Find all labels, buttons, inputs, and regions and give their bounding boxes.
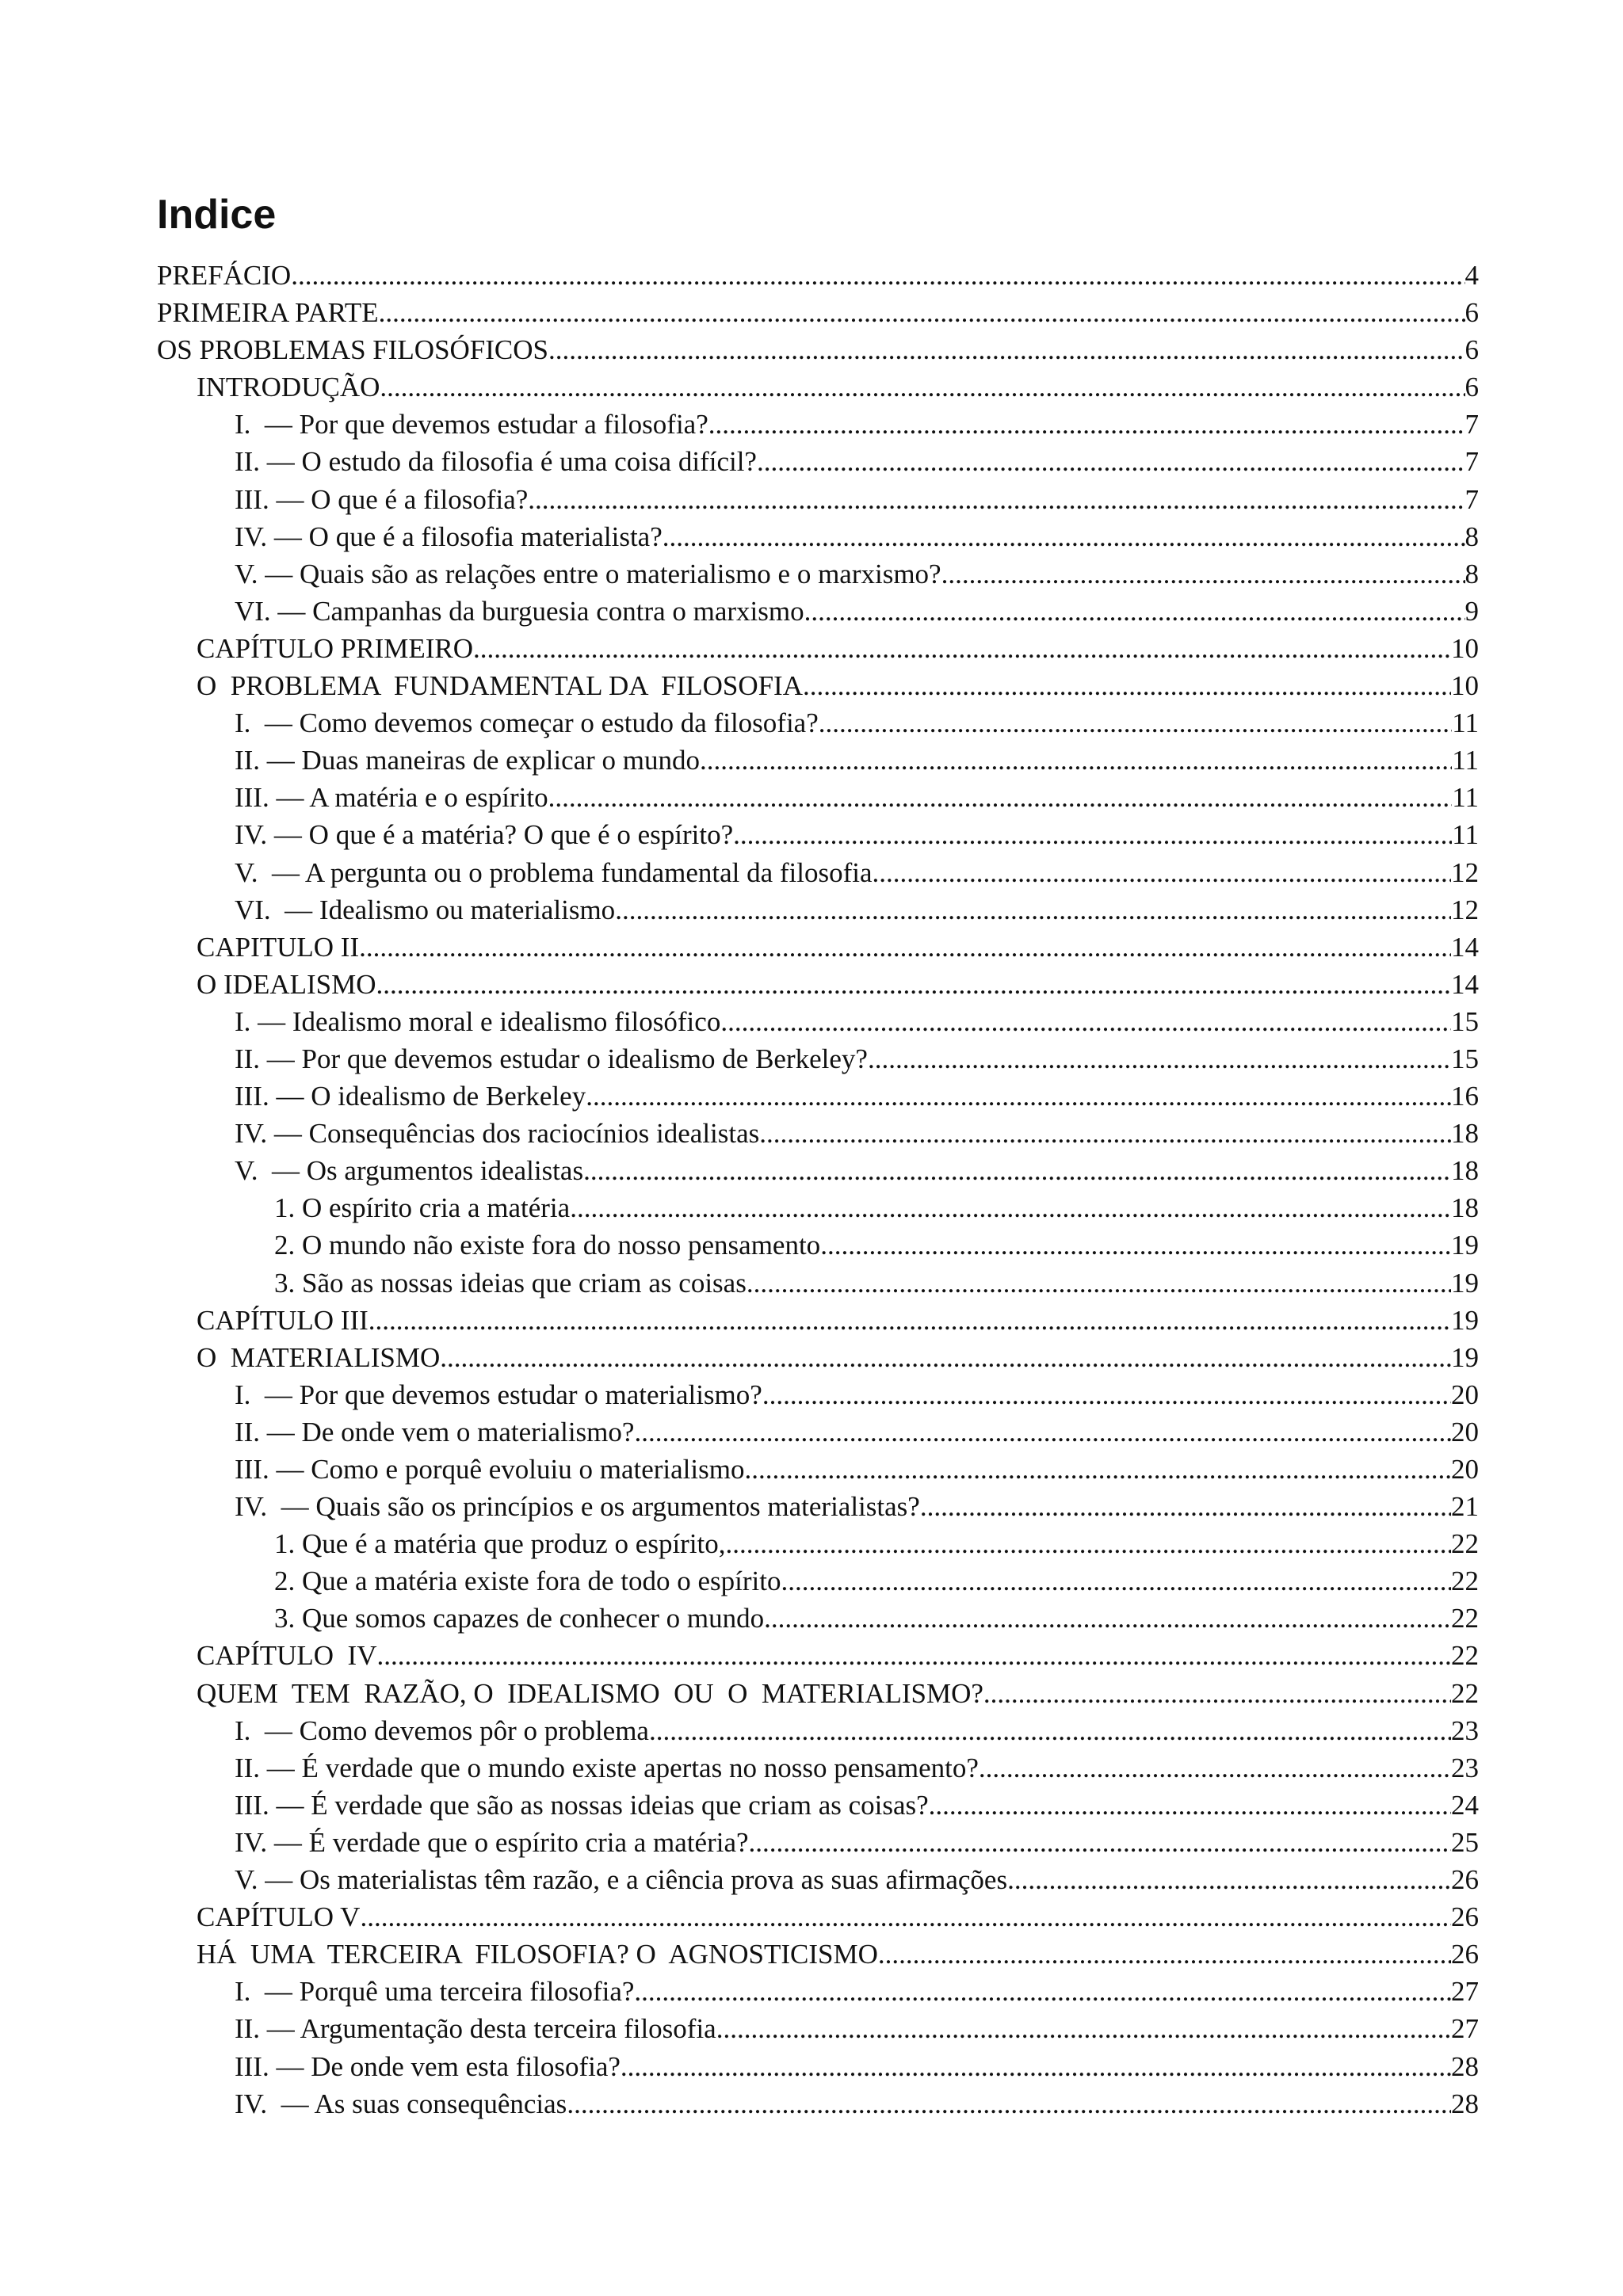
toc-entry[interactable]: [157, 1413, 1479, 1451]
toc-entry-title: CAPÍTULO IV: [197, 1640, 377, 1672]
toc-entry-title: 1. O espírito cria a matéria: [274, 1192, 571, 1224]
toc-entry-title: O IDEALISMO: [197, 968, 376, 1000]
toc-dot-leader: [376, 966, 1451, 1003]
toc-entry[interactable]: [157, 555, 1479, 593]
toc-dot-leader: [720, 1003, 1451, 1040]
toc-dot-leader: [548, 331, 1465, 368]
toc-dot-leader: [762, 1376, 1451, 1413]
toc-page-number: 22: [1451, 1603, 1479, 1634]
toc-entry-title: IV. — Quais são os princípios e os argumentos materialistas?: [235, 1491, 920, 1523]
toc-entry-title: III. — De onde vem esta filosofia?: [235, 2050, 621, 2082]
toc-page-number: 7: [1465, 409, 1479, 441]
toc-dot-leader: [291, 257, 1465, 294]
toc-dot-leader: [528, 481, 1465, 518]
toc-dot-leader: [929, 1787, 1451, 1824]
toc-dot-leader: [920, 1488, 1451, 1525]
toc-entry[interactable]: [157, 481, 1479, 518]
toc-dot-leader: [983, 1675, 1451, 1712]
toc-dot-leader: [700, 742, 1452, 779]
toc-dot-leader: [873, 854, 1451, 891]
toc-entry[interactable]: [157, 2085, 1479, 2122]
toc-dot-leader: [473, 630, 1451, 667]
toc-dot-leader: [708, 406, 1465, 443]
toc-entry-title: 1. Que é a matéria que produz o espírito,: [274, 1528, 726, 1560]
toc-page-number: 15: [1451, 1043, 1479, 1074]
toc-entry[interactable]: [157, 1226, 1479, 1264]
toc-entry-title: 2. O mundo não existe fora do nosso pensamento: [274, 1230, 821, 1261]
toc-dot-leader: [586, 1077, 1451, 1115]
toc-entry[interactable]: [157, 406, 1479, 443]
toc-dot-leader: [757, 443, 1465, 480]
toc-page-number: 8: [1465, 558, 1479, 589]
toc-dot-leader: [440, 1339, 1451, 1376]
toc-entry-title: 2. Que a matéria existe fora de todo o espírito: [274, 1566, 781, 1597]
toc-dot-leader: [663, 518, 1465, 555]
toc-entry-title: IV. — As suas consequências: [235, 2088, 567, 2119]
toc-entry-title: III. — O que é a filosofia?: [235, 483, 529, 515]
toc-entry-title: II. — É verdade que o mundo existe apertas no nosso pensamento?: [235, 1752, 979, 1783]
toc-entry-title: II. — Duas maneiras de explicar o mundo: [235, 745, 701, 776]
toc-entry[interactable]: [157, 294, 1479, 331]
toc-page-number: 18: [1451, 1192, 1479, 1224]
toc-entry[interactable]: [157, 1637, 1479, 1674]
toc-dot-leader: [583, 1152, 1451, 1189]
toc-entry-title: PREFÁCIO: [157, 260, 292, 291]
toc-entry-title: II. — De onde vem o materialismo?: [235, 1416, 635, 1447]
toc-dot-leader: [747, 1264, 1451, 1302]
toc-entry-title: QUEM TEM RAZÃO, O IDEALISMO OU O MATERIALISMO?: [197, 1677, 983, 1709]
toc-page-number: 11: [1452, 745, 1479, 776]
toc-dot-leader: [941, 555, 1465, 593]
toc-page-number: 22: [1451, 1677, 1479, 1709]
toc-page-number: 6: [1465, 297, 1479, 329]
toc-dot-leader: [744, 1451, 1451, 1488]
toc-entry-title: I. — Por que devemos estudar o materialismo?: [235, 1379, 762, 1410]
toc-page-number: 27: [1451, 2013, 1479, 2045]
toc-page-number: 18: [1451, 1118, 1479, 1150]
toc-entry-title: CAPITULO II: [197, 931, 360, 963]
toc-page-number: 19: [1451, 1341, 1479, 1373]
toc-entry[interactable]: [157, 1488, 1479, 1525]
toc-page-number: 22: [1451, 1640, 1479, 1672]
toc-dot-leader: [379, 294, 1465, 331]
toc-entry-title: HÁ UMA TERCEIRA FILOSOFIA? O AGNOSTICISMO: [197, 1939, 878, 1970]
toc-page-number: 14: [1451, 931, 1479, 963]
toc-entry[interactable]: [157, 518, 1479, 555]
toc-entry[interactable]: [157, 1189, 1479, 1226]
toc-entry-title: III. — A matéria e o espírito: [235, 782, 548, 814]
toc-dot-leader: [634, 1413, 1451, 1451]
toc-entry[interactable]: [157, 2010, 1479, 2047]
toc-entry[interactable]: [157, 929, 1479, 966]
toc-entry-title: IV. — Consequências dos raciocínios idealistas: [235, 1118, 760, 1150]
toc-entry[interactable]: [157, 257, 1479, 294]
toc-entry[interactable]: [157, 1936, 1479, 1973]
document-page: [157, 187, 1479, 2122]
toc-dot-leader: [369, 1302, 1451, 1339]
toc-dot-leader: [621, 2048, 1451, 2085]
toc-dot-leader: [764, 1600, 1451, 1637]
toc-page-number: 7: [1465, 446, 1479, 478]
toc-page-number: 25: [1451, 1826, 1479, 1858]
toc-page-number: 10: [1451, 632, 1479, 664]
toc-entry-title: III. — O idealismo de Berkeley: [235, 1081, 586, 1112]
toc-entry-title: VI. — Idealismo ou materialismo: [235, 894, 616, 925]
toc-entry[interactable]: [157, 1562, 1479, 1600]
page-title: Indice: [157, 192, 277, 238]
toc-entry-title: CAPÍTULO PRIMEIRO: [197, 632, 474, 664]
toc-entry-title: V. — A pergunta ou o problema fundamental da filosofia: [235, 856, 873, 888]
toc-entry[interactable]: [157, 1525, 1479, 1562]
toc-page-number: 23: [1451, 1752, 1479, 1783]
toc-dot-leader: [759, 1115, 1451, 1152]
toc-entry[interactable]: [157, 443, 1479, 480]
toc-entry[interactable]: [157, 1749, 1479, 1787]
toc-entry-title: I. — Como devemos começar o estudo da filosofia?: [235, 707, 819, 739]
toc-page-number: 22: [1451, 1566, 1479, 1597]
toc-entry[interactable]: [157, 1451, 1479, 1488]
toc-entry-title: OS PROBLEMAS FILOSÓFICOS: [157, 334, 549, 366]
toc-page-number: 19: [1451, 1230, 1479, 1261]
toc-entry[interactable]: [157, 2048, 1479, 2085]
toc-page-number: 11: [1452, 819, 1479, 851]
toc-entry-title: 3. Que somos capazes de conhecer o mundo: [274, 1603, 765, 1634]
toc-dot-leader: [376, 1637, 1451, 1674]
toc-page-number: 11: [1452, 707, 1479, 739]
toc-entry-title: CAPÍTULO III: [197, 1304, 369, 1336]
toc-dot-leader: [548, 779, 1453, 816]
toc-entry-title: I. — Porquê uma terceira filosofia?: [235, 1976, 635, 2008]
toc-page-number: 4: [1465, 260, 1479, 291]
toc-entry[interactable]: [157, 1376, 1479, 1413]
table-of-contents: [157, 257, 1479, 2122]
toc-entry[interactable]: [157, 704, 1479, 742]
toc-dot-leader: [615, 891, 1451, 929]
toc-page-number: 27: [1451, 1976, 1479, 2008]
toc-entry-title: IV. — O que é a filosofia materialista?: [235, 521, 663, 552]
toc-dot-leader: [380, 368, 1465, 406]
toc-dot-leader: [567, 2085, 1451, 2122]
toc-dot-leader: [570, 1189, 1451, 1226]
toc-entry[interactable]: [157, 1003, 1479, 1040]
toc-entry-title: I. — Como devemos pôr o problema: [235, 1714, 649, 1746]
toc-dot-leader: [749, 1824, 1451, 1861]
toc-entry-title: V. — Os argumentos idealistas: [235, 1155, 584, 1187]
toc-entry-title: II. — Argumentação desta terceira filosofia: [235, 2013, 716, 2045]
toc-dot-leader: [716, 2010, 1451, 2047]
toc-entry-title: I. — Idealismo moral e idealismo filosófico: [235, 1005, 721, 1037]
toc-entry[interactable]: [157, 331, 1479, 368]
toc-entry-title: CAPÍTULO V: [197, 1901, 361, 1933]
toc-page-number: 26: [1451, 1901, 1479, 1933]
toc-entry-title: VI. — Campanhas da burguesia contra o marxismo: [235, 595, 804, 627]
toc-page-number: 11: [1452, 782, 1479, 814]
toc-dot-leader: [1007, 1861, 1451, 1898]
toc-page-number: 6: [1465, 372, 1479, 403]
toc-page-number: 7: [1465, 483, 1479, 515]
toc-entry[interactable]: [157, 1824, 1479, 1861]
toc-page-number: 20: [1451, 1416, 1479, 1447]
toc-entry[interactable]: [157, 630, 1479, 667]
toc-entry[interactable]: [157, 1973, 1479, 2010]
toc-dot-leader: [820, 1226, 1451, 1264]
toc-dot-leader: [781, 1562, 1451, 1600]
toc-dot-leader: [733, 816, 1452, 853]
toc-entry[interactable]: [157, 1712, 1479, 1749]
toc-entry[interactable]: [157, 593, 1479, 630]
toc-entry-title: III. — É verdade que são as nossas ideias que criam as coisas?: [235, 1789, 929, 1821]
toc-entry[interactable]: [157, 1675, 1479, 1712]
toc-dot-leader: [979, 1749, 1451, 1787]
toc-entry[interactable]: [157, 1339, 1479, 1376]
toc-entry-title: V. — Quais são as relações entre o materialismo e o marxismo?: [235, 558, 941, 589]
toc-page-number: 18: [1451, 1155, 1479, 1187]
toc-dot-leader: [360, 1898, 1451, 1936]
toc-page-number: 28: [1451, 2088, 1479, 2119]
toc-page-number: 22: [1451, 1528, 1479, 1560]
toc-page-number: 20: [1451, 1454, 1479, 1485]
toc-page-number: 24: [1451, 1789, 1479, 1821]
toc-entry-title: PRIMEIRA PARTE: [157, 297, 379, 329]
toc-page-number: 16: [1451, 1081, 1479, 1112]
toc-dot-leader: [634, 1973, 1451, 2010]
toc-entry[interactable]: [157, 1040, 1479, 1077]
toc-dot-leader: [726, 1525, 1451, 1562]
toc-entry[interactable]: [157, 1898, 1479, 1936]
toc-page-number: 6: [1465, 334, 1479, 366]
toc-entry-title: V. — Os materialistas têm razão, e a ciência prova as suas afirmações: [235, 1864, 1008, 1896]
toc-entry[interactable]: [157, 1861, 1479, 1898]
toc-entry[interactable]: [157, 1115, 1479, 1152]
toc-page-number: 14: [1451, 968, 1479, 1000]
toc-entry[interactable]: [157, 891, 1479, 929]
toc-dot-leader: [878, 1936, 1451, 1973]
toc-entry-title: III. — Como e porquê evoluiu o materialismo: [235, 1454, 745, 1485]
toc-dot-leader: [819, 704, 1453, 742]
toc-page-number: 19: [1451, 1267, 1479, 1299]
toc-page-number: 15: [1451, 1005, 1479, 1037]
toc-entry-title: INTRODUÇÃO: [197, 372, 380, 403]
toc-entry-title: IV. — É verdade que o espírito cria a matéria?: [235, 1826, 749, 1858]
toc-entry-title: IV. — O que é a matéria? O que é o espírito?: [235, 819, 734, 851]
toc-entry[interactable]: [157, 742, 1479, 779]
toc-dot-leader: [649, 1712, 1451, 1749]
toc-entry[interactable]: [157, 816, 1479, 853]
toc-dot-leader: [868, 1040, 1451, 1077]
toc-entry[interactable]: [157, 1077, 1479, 1115]
toc-entry[interactable]: [157, 1600, 1479, 1637]
toc-page-number: 26: [1451, 1939, 1479, 1970]
toc-entry[interactable]: [157, 1264, 1479, 1302]
toc-entry[interactable]: [157, 368, 1479, 406]
toc-page-number: 21: [1451, 1491, 1479, 1523]
toc-entry-title: O PROBLEMA FUNDAMENTAL DA FILOSOFIA: [197, 670, 803, 702]
toc-entry[interactable]: [157, 667, 1479, 704]
toc-entry[interactable]: [157, 1152, 1479, 1189]
toc-dot-leader: [359, 929, 1451, 966]
toc-page-number: 12: [1451, 856, 1479, 888]
toc-entry[interactable]: [157, 779, 1479, 816]
toc-entry-title: II. — Por que devemos estudar o idealismo de Berkeley?: [235, 1043, 868, 1074]
toc-page-number: 26: [1451, 1864, 1479, 1896]
toc-page-number: 8: [1465, 521, 1479, 552]
toc-entry[interactable]: [157, 854, 1479, 891]
toc-page-number: 9: [1465, 595, 1479, 627]
toc-entry-title: II. — O estudo da filosofia é uma coisa difícil?: [235, 446, 757, 478]
toc-dot-leader: [804, 593, 1465, 630]
toc-dot-leader: [803, 667, 1451, 704]
toc-entry[interactable]: [157, 1302, 1479, 1339]
toc-entry-title: I. — Por que devemos estudar a filosofia?: [235, 409, 708, 441]
toc-entry[interactable]: [157, 1787, 1479, 1824]
toc-page-number: 12: [1451, 894, 1479, 925]
toc-page-number: 20: [1451, 1379, 1479, 1410]
toc-page-number: 19: [1451, 1304, 1479, 1336]
toc-entry[interactable]: [157, 966, 1479, 1003]
toc-page-number: 10: [1451, 670, 1479, 702]
toc-page-number: 28: [1451, 2050, 1479, 2082]
toc-entry-title: O MATERIALISMO: [197, 1341, 441, 1373]
toc-entry-title: 3. São as nossas ideias que criam as coisas: [274, 1267, 747, 1299]
toc-page-number: 23: [1451, 1714, 1479, 1746]
